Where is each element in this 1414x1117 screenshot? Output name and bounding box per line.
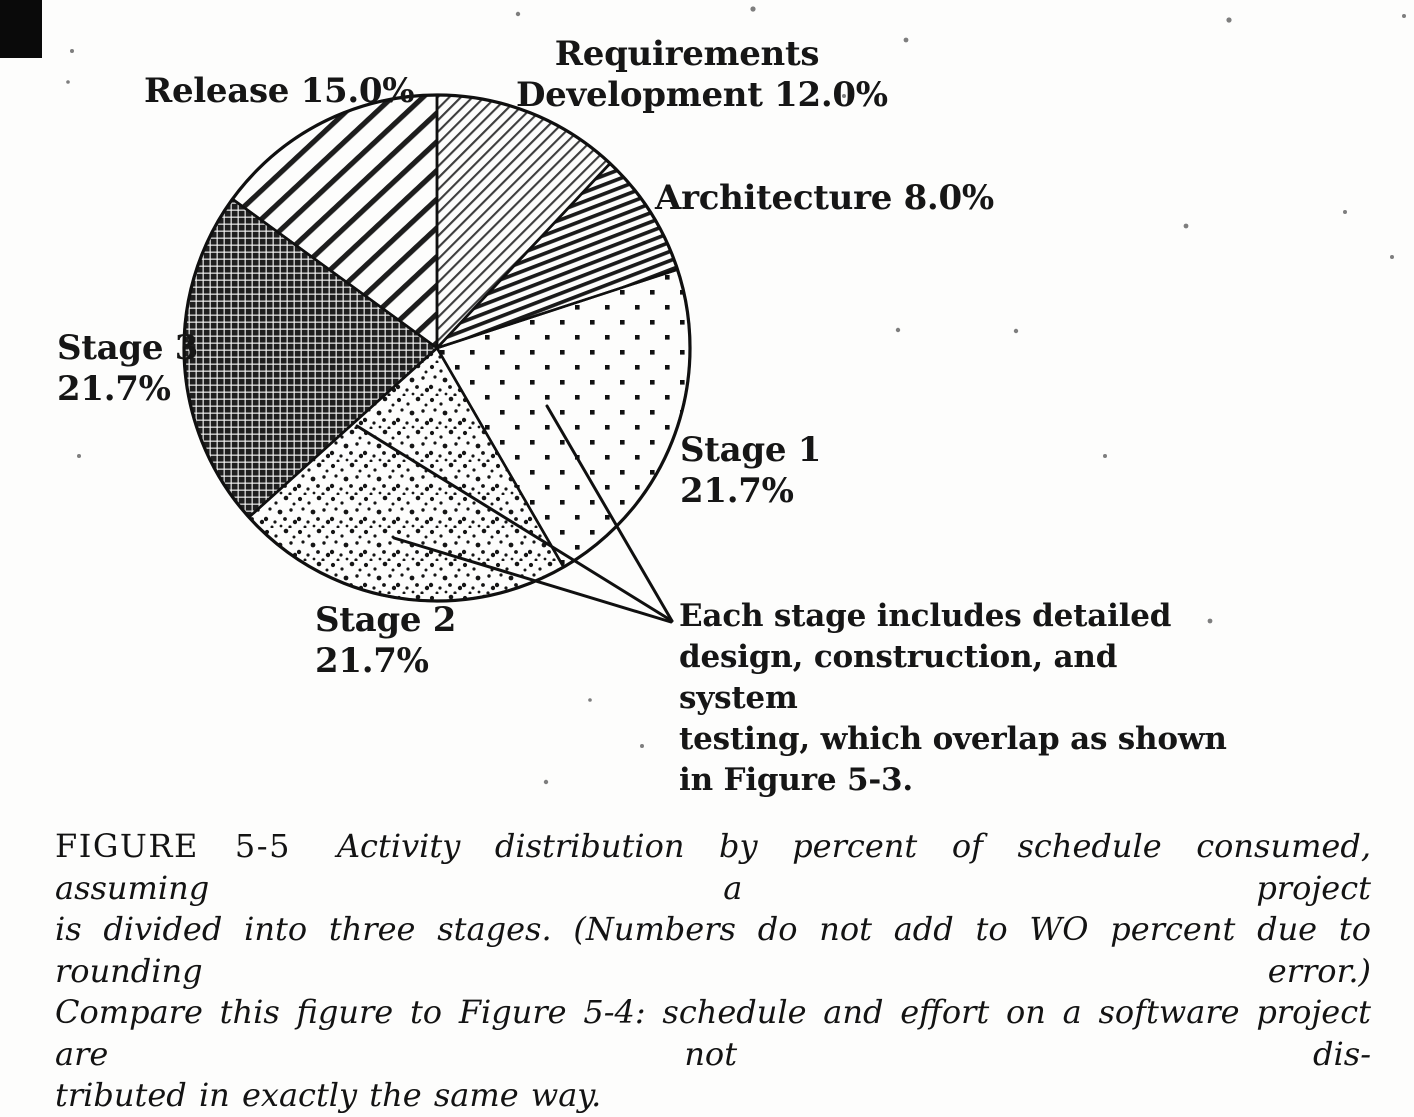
label-stage2-name: Stage 2 — [315, 600, 457, 640]
label-stage3 — [57, 328, 198, 410]
label-architecture: Architecture 8.0% — [655, 178, 994, 218]
label-release: Release 15.0% — [144, 71, 415, 111]
label-stage3-value: 21.7% — [57, 369, 171, 409]
caption-line1-text: Activity distribution by percent of schedule consumed, assuming a project — [55, 827, 1372, 907]
figure-caption — [55, 826, 1371, 1117]
label-stage2 — [315, 600, 456, 682]
caption-line2: is divided into three stages. (Numbers do not add to WO percent due to rounding error.) — [55, 910, 1371, 990]
pie-slices — [184, 95, 690, 601]
caption-line4: tributed in exactly the same way. — [55, 1076, 602, 1114]
caption-line1 — [55, 826, 1371, 909]
annotation-line4: in Figure 5-3. — [679, 762, 913, 798]
label-stage1-name: Stage 1 — [680, 430, 822, 470]
annotation-line1: Each stage includes detailed — [679, 598, 1172, 634]
annotation-line3: testing, which overlap as shown — [679, 721, 1227, 757]
label-stage2-value: 21.7% — [315, 641, 429, 681]
label-stage1-value: 21.7% — [680, 471, 794, 511]
annotation-line2: design, construction, and system — [679, 639, 1118, 716]
caption-line3: Compare this figure to Figure 5-4: schedule and effort on a software project are not dis- — [55, 993, 1371, 1073]
scan-edge-mark — [0, 0, 42, 58]
label-stage3-name: Stage 3 — [57, 328, 199, 368]
label-stage1 — [680, 430, 821, 512]
figure-number: FIGURE 5-5 — [55, 827, 291, 865]
label-requirements-line2: Development 12.0% — [516, 75, 888, 115]
label-requirements-development — [516, 34, 888, 116]
stage-overlap-annotation — [679, 596, 1239, 801]
label-requirements-line1: Requirements — [554, 34, 820, 74]
